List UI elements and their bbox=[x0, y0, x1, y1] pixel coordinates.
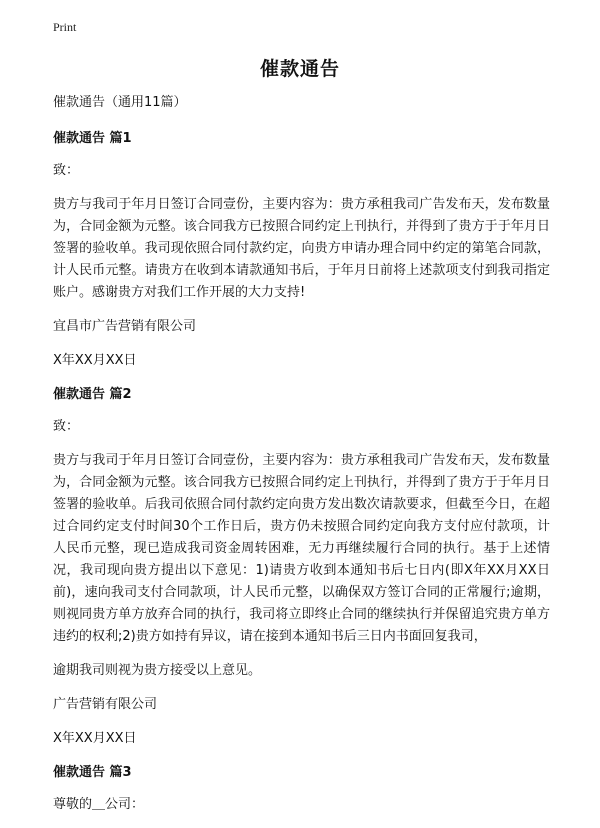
salutation-3: 尊敬的＿公司： bbox=[53, 797, 145, 812]
closing-note-2: 逾期我司则视为贵方接受以上意见。 bbox=[53, 663, 262, 678]
print-link[interactable]: Print bbox=[53, 20, 77, 34]
section-heading-2: 催款通告 篇2 bbox=[53, 387, 132, 402]
document-subtitle: 催款通告（通用11篇） bbox=[53, 95, 187, 110]
body-paragraph-2: 贵方与我司于年月日签订合同壹份，主要内容为：贵方承租我司广告发布天，发布数量为，合同金额为元整。该合同我方已按照合同约定上刊执行，并得到了贵方于于年月日签署的验收单。后我司依照合同付款约定向贵方发出数次请款要求，但截至今日，在超过合同约定支付时间30个工作日后，贵方仍未按照合同约定向我方支付应付款项，计人民币元整，现已造成我司资金周转困难，无力再继续履行合同的执行。基于上述情况，我司现向贵方提出以下意见：1)请贵方收到本通知书后七日内(即X年XX月XX日前)，速向我司支付合同款项，计人民币元整，以确保双方签订合同的正常履行;逾期，则视同贵方单方放弃合同的执行，我司将立即终止合同的继续执行并保留追究贵方单方违约的权利;2)贵方如持有异议，请在接到本通知书后三日内书面回复我司， bbox=[53, 453, 550, 644]
section-heading-1: 催款通告 篇1 bbox=[53, 131, 132, 146]
date-1: X年XX月XX日 bbox=[53, 353, 137, 368]
date-2: X年XX月XX日 bbox=[53, 731, 137, 746]
salutation-2: 致： bbox=[53, 419, 80, 434]
section-heading-3: 催款通告 篇3 bbox=[53, 765, 132, 780]
document-title: 催款通告 bbox=[259, 58, 340, 80]
company-name-2: 广告营销有限公司 bbox=[53, 697, 158, 712]
document-body bbox=[53, 92, 550, 828]
body-paragraph-1: 贵方与我司于年月日签订合同壹份，主要内容为：贵方承租我司广告发布天，发布数量为，合同金额为元整。该合同我方已按照合同约定上刊执行，并得到了贵方于于年月日签署的验收单。我司现依照合同付款约定，向贵方申请办理合同中约定的第笔合同款，计人民币元整。请贵方在收到本请款通知书后，于年月日前将上述款项支付到我司指定账户。感谢贵方对我们工作开展的大力支持! bbox=[53, 197, 550, 300]
company-name-1: 宜昌市广告营销有限公司 bbox=[53, 319, 197, 334]
salutation-1: 致： bbox=[53, 163, 80, 178]
